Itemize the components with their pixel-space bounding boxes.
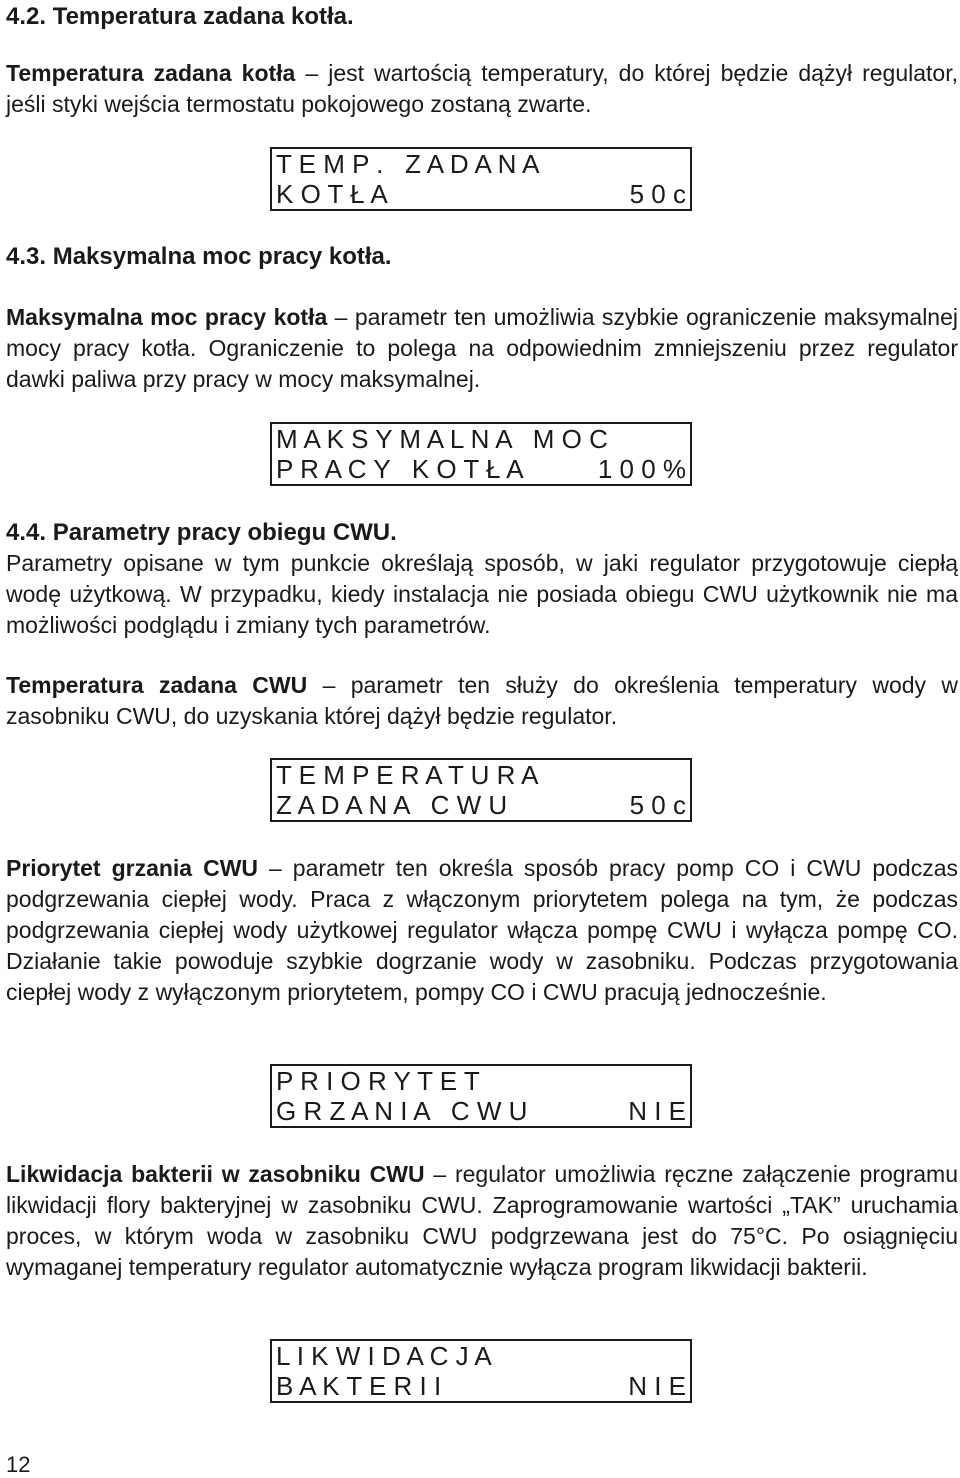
term-temperatura-zadana-cwu: Temperatura zadana CWU	[6, 672, 308, 698]
paragraph-text: – regulator umożliwia ręczne załączenie programu likwidacji flory bakteryjnej w zasobniku CWU. Zaprogramowanie wartości „TAK” uruchamia proces, w którym woda w zasobniku CWU podgrzewana jest do 75°C. Po osiągnięciu wymaganej temperatury regulator automatycznie wyłącza program likwidacji bakterii.	[6, 1161, 958, 1280]
paragraph-text: – jest wartością temperatury, do której będzie dążył regulator, jeśli styki wejścia termostatu pokojowego zostaną zwarte.	[6, 60, 959, 117]
lcd-line-2	[276, 454, 686, 484]
section-4-4-heading: 4.4. Parametry pracy obiegu CWU.	[6, 519, 397, 546]
section-4-2-paragraph	[6, 58, 958, 120]
lcd-text: K O T Ł A	[276, 179, 388, 209]
lcd-value: 5 0 c	[629, 790, 686, 820]
lcd-display-maksymalna-moc	[270, 422, 692, 486]
lcd-line-2	[276, 179, 686, 209]
lcd-text: T E M P E R A T U R A	[276, 760, 539, 790]
lcd-text: L I K W I D A C J A	[276, 1341, 492, 1371]
section-4-3-heading: 4.3. Maksymalna moc pracy kotła.	[6, 243, 392, 270]
lcd-text: B A K T E R I I	[276, 1371, 442, 1401]
lcd-text: G R Z A N I A C W U	[276, 1096, 528, 1126]
lcd-text: M A K S Y M A L N A M O C	[276, 424, 608, 454]
temp-zadana-cwu-paragraph	[6, 670, 958, 732]
term-temperatura-zadana-kotla: Temperatura zadana kotła	[6, 60, 296, 86]
lcd-text: T E M P . Z A D A N A	[276, 149, 540, 179]
lcd-line-2	[276, 1096, 686, 1126]
section-4-3-paragraph	[6, 302, 958, 395]
section-4-4-intro: Parametry opisane w tym punkcie określają sposób, w jaki regulator przygotowuje ciepłą wodę użytkową. W przypadku, kiedy instalacja nie posiada obiegu CWU użytkownik nie ma możliwości podglądu i zmiany tych parametrów.	[6, 550, 958, 638]
term-likwidacja-bakterii: Likwidacja bakterii w zasobniku CWU	[6, 1161, 425, 1187]
lcd-text: Z A D A N A C W U	[276, 790, 508, 820]
paragraph-text: – parametr ten określa sposób pracy pomp CO i CWU podczas podgrzewania ciepłej wody. Praca z włączonym priorytetem polega na tym, że podczas podgrzewania ciepłej wody użytkowej regulator włącza pompę CWU i wyłącza pompę CO. Działanie takie powoduje szybkie dogrzanie wody w zasobniku. Podczas przygotowania ciepłej wody z wyłączonym priorytetem, pompy CO i CWU pracują jednocześnie.	[6, 855, 958, 1005]
priorytet-paragraph	[6, 853, 958, 1008]
paragraph-text: – parametr ten służy do określenia temperatury wody w zasobniku CWU, do uzyskania której dążył będzie regulator.	[6, 672, 958, 729]
lcd-line-1	[276, 424, 686, 454]
lcd-line-1	[276, 149, 686, 179]
lcd-value: N I E	[628, 1096, 686, 1126]
likwidacja-paragraph	[6, 1159, 958, 1283]
section-4-2-heading: 4.2. Temperatura zadana kotła.	[6, 3, 354, 30]
lcd-line-2	[276, 790, 686, 820]
lcd-text: P R I O R Y T E T	[276, 1066, 480, 1096]
lcd-value: 1 0 0 %	[597, 454, 686, 484]
paragraph-text: – parametr ten umożliwia szybkie ograniczenie maksymalnej mocy pracy kotła. Ograniczenie to polega na odpowiednim zmniejszeniu przez regulator dawki paliwa przy pracy w mocy maksymalnej.	[6, 304, 958, 392]
term-maksymalna-moc: Maksymalna moc pracy kotła	[6, 304, 328, 330]
lcd-line-1	[276, 760, 686, 790]
lcd-line-1	[276, 1341, 686, 1371]
lcd-display-temp-zadana	[270, 147, 692, 211]
lcd-line-2	[276, 1371, 686, 1401]
lcd-text: P R A C Y K O T Ł A	[276, 454, 524, 484]
page-number: 12	[6, 1452, 31, 1477]
lcd-line-1	[276, 1066, 686, 1096]
lcd-display-temperatura-cwu	[270, 758, 692, 822]
lcd-display-priorytet	[270, 1064, 692, 1128]
lcd-value: N I E	[628, 1371, 686, 1401]
term-priorytet-grzania: Priorytet grzania CWU	[6, 855, 259, 881]
lcd-display-likwidacja	[270, 1339, 692, 1403]
lcd-value: 5 0 c	[629, 179, 686, 209]
